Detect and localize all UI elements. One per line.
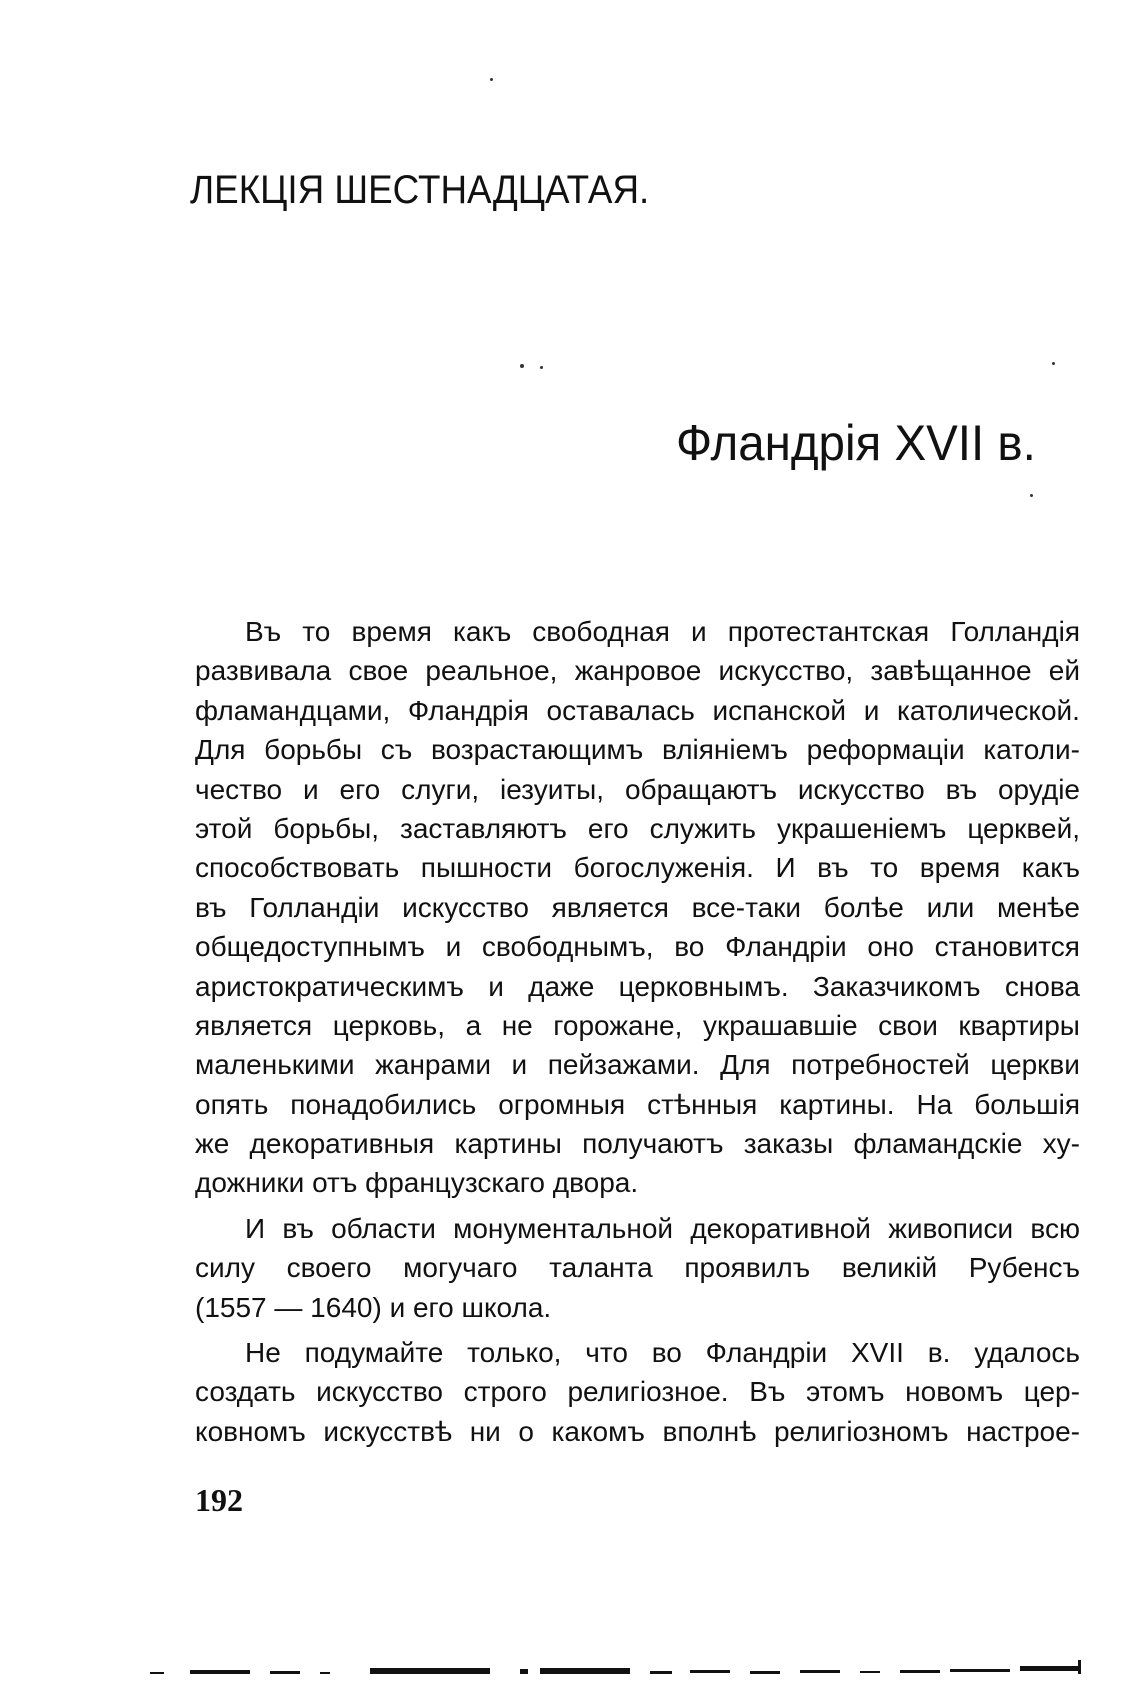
word: какъ (453, 616, 512, 647)
word: въ (195, 891, 227, 923)
word: является (551, 891, 669, 923)
word: о (518, 1415, 534, 1447)
text-line: дожники отъ французскаго двора. (195, 1167, 639, 1199)
word: католи- (983, 734, 1080, 766)
word: является (195, 1009, 313, 1041)
word: снова (1004, 970, 1080, 1002)
word: потребностей (791, 1049, 970, 1081)
word: свободнымъ, (481, 931, 654, 963)
text-line (195, 1085, 1080, 1124)
word: жанрами (375, 1049, 491, 1081)
word: пейзажами. (547, 1049, 700, 1081)
text-line (195, 1006, 1080, 1045)
word: съ (380, 734, 413, 766)
word: или (926, 891, 975, 923)
word: опять (195, 1088, 269, 1120)
word: Въ (245, 616, 282, 647)
word: могучаго (403, 1252, 518, 1284)
word: время (351, 616, 432, 647)
word: фламандскіе (853, 1128, 1023, 1160)
scan-speck (1052, 362, 1055, 365)
word: ху- (1042, 1128, 1080, 1160)
text-line (195, 848, 1080, 887)
text-line (195, 1333, 1080, 1372)
word: Фландріи (705, 1337, 828, 1369)
text-line (195, 1372, 1080, 1411)
text-line (195, 651, 1080, 690)
word: и (303, 773, 319, 805)
word: а (465, 1009, 482, 1041)
word: то (870, 852, 899, 884)
word: оно (867, 931, 914, 963)
text-line (195, 730, 1080, 769)
word: декоративныя (249, 1128, 435, 1160)
word: слуги, (401, 773, 480, 805)
word: что (585, 1337, 628, 1369)
word: фламандцами, (195, 694, 391, 726)
text-line (195, 1248, 1080, 1287)
word: проявилъ (684, 1252, 811, 1284)
word: вліяніемъ (661, 734, 788, 766)
word: Для (720, 1049, 771, 1081)
word: его (587, 812, 629, 844)
word: въ (282, 1212, 314, 1244)
word: понадобились (290, 1088, 477, 1120)
section-title: Фландрія XVII в. (676, 415, 1036, 471)
word: реальное, (425, 655, 558, 687)
page-number: 192 (195, 1482, 243, 1518)
word: болѣе (823, 891, 904, 923)
word: картины (454, 1128, 562, 1160)
word: въ (817, 852, 849, 884)
word: время (919, 852, 1001, 884)
word: создать (195, 1376, 296, 1408)
word: монументальной (453, 1212, 674, 1244)
word: Въ (749, 1376, 786, 1408)
word: обращаютъ (624, 773, 778, 805)
word: квартиры (958, 1009, 1080, 1041)
word: общедоступнымъ (195, 931, 425, 963)
word: развивала (195, 655, 332, 687)
word: цер- (1023, 1376, 1080, 1408)
word: церковь, (332, 1009, 446, 1041)
word: во (651, 1337, 682, 1369)
word: аристократическимъ (195, 970, 464, 1002)
word: какъ (1021, 852, 1080, 884)
word: новомъ (905, 1376, 1004, 1408)
word: религіозномъ (773, 1415, 949, 1447)
word: стѣнныя (647, 1088, 758, 1120)
word: искусство (316, 1376, 444, 1408)
word: И (245, 1212, 266, 1244)
text-line (195, 809, 1080, 848)
word: его (339, 773, 381, 805)
word: оставалась (546, 694, 695, 726)
word: все-таки (691, 891, 802, 923)
word: искусство, (718, 655, 854, 687)
body-text (195, 612, 1080, 1451)
word: завѣщанное (870, 655, 1032, 687)
word: области (331, 1212, 436, 1244)
text-line (195, 1412, 1080, 1451)
word: заказы (743, 1128, 834, 1160)
word: И (775, 852, 796, 884)
word: и (511, 1049, 528, 1081)
word: пышности (420, 852, 553, 884)
word: католической. (896, 694, 1080, 726)
word: во (674, 931, 705, 963)
word: ей (1048, 655, 1080, 687)
word: Для (195, 734, 246, 766)
word: маленькими (195, 1049, 355, 1081)
word: же (195, 1128, 230, 1160)
text-line (195, 967, 1080, 1006)
word: На (916, 1088, 953, 1120)
scan-speck (490, 78, 493, 81)
word: свои (878, 1009, 938, 1041)
word: вполнѣ (662, 1415, 757, 1447)
word: не (501, 1009, 533, 1041)
text-line (195, 888, 1080, 927)
word: и (488, 970, 504, 1002)
word: и (863, 694, 880, 726)
word: Заказчикомъ (812, 970, 981, 1002)
word: таланта (549, 1252, 653, 1284)
word: какомъ (551, 1415, 645, 1447)
word: только, (467, 1337, 562, 1369)
word: Голландіи (249, 891, 380, 923)
word: искусство (797, 773, 925, 805)
word: искусство (402, 891, 529, 923)
scan-edge-artifact (150, 1660, 1090, 1682)
word: свое (348, 655, 409, 687)
word: испанской (712, 694, 847, 726)
word: этомъ (806, 1376, 885, 1408)
text-line (195, 1045, 1080, 1084)
word: ковномъ (195, 1415, 306, 1447)
word: борьбы, (273, 812, 380, 844)
word: чество (195, 773, 283, 805)
word: богослуженія. (573, 852, 754, 884)
word: возрастающимъ (430, 734, 644, 766)
word: строго (463, 1376, 547, 1408)
word: удалось (974, 1337, 1080, 1369)
text-line (195, 1209, 1080, 1248)
word: живописи (888, 1212, 1014, 1244)
word: Голландія (950, 616, 1080, 647)
text-line (195, 612, 1080, 651)
word: іезуиты, (500, 773, 605, 805)
scan-speck (520, 364, 524, 368)
text-line (195, 927, 1080, 966)
word: религіозное. (567, 1376, 729, 1408)
word: декоративной (690, 1212, 871, 1244)
text-line: (1557 — 1640) и его школа. (195, 1291, 552, 1323)
word: свободная (532, 616, 670, 647)
word: огромныя (498, 1088, 626, 1120)
word: способствовать (195, 852, 400, 884)
word: даже (528, 970, 595, 1002)
word: Не (245, 1337, 281, 1369)
word: заставляютъ (400, 812, 567, 844)
word: большія (974, 1088, 1080, 1120)
word: церковнымъ. (618, 970, 789, 1002)
text-line (195, 770, 1080, 809)
scan-speck (540, 366, 543, 369)
lecture-heading: ЛЕКЦІЯ ШЕСТНАДЦАТАЯ. (190, 168, 650, 212)
word: настрое- (966, 1415, 1080, 1447)
word: этой (195, 812, 253, 844)
word: орудіе (997, 773, 1080, 805)
word: искусствѣ (323, 1415, 453, 1447)
word: в. (927, 1337, 951, 1369)
word: ни (469, 1415, 501, 1447)
word: и (691, 616, 707, 647)
word: реформаціи (806, 734, 965, 766)
word: церквей, (967, 812, 1080, 844)
word: подумайте (304, 1337, 444, 1369)
word: горожане, (553, 1009, 683, 1041)
word: менѣе (996, 891, 1080, 923)
word: Фландріи (725, 931, 847, 963)
word: служить (649, 812, 756, 844)
word: становится (934, 931, 1080, 963)
word: и (445, 931, 462, 963)
word: то (302, 616, 331, 647)
word: протестантская (727, 616, 930, 647)
word: Рубенсъ (968, 1252, 1080, 1284)
word: борьбы (264, 734, 363, 766)
word: всю (1030, 1212, 1080, 1244)
scan-speck (1030, 494, 1033, 497)
word: въ (945, 773, 978, 805)
word: церкви (990, 1049, 1080, 1081)
word: Фландрія (407, 694, 529, 726)
word: украшавшіе (702, 1009, 858, 1041)
word: своего (286, 1252, 372, 1284)
word: силу (195, 1252, 255, 1284)
word: XVII (851, 1337, 904, 1369)
word: жанровое (574, 655, 702, 687)
text-line (195, 691, 1080, 730)
word: картины. (779, 1088, 895, 1120)
word: украшеніемъ (776, 812, 947, 844)
text-line (195, 1124, 1080, 1163)
word: получаютъ (582, 1128, 724, 1160)
word: великій (841, 1252, 938, 1284)
